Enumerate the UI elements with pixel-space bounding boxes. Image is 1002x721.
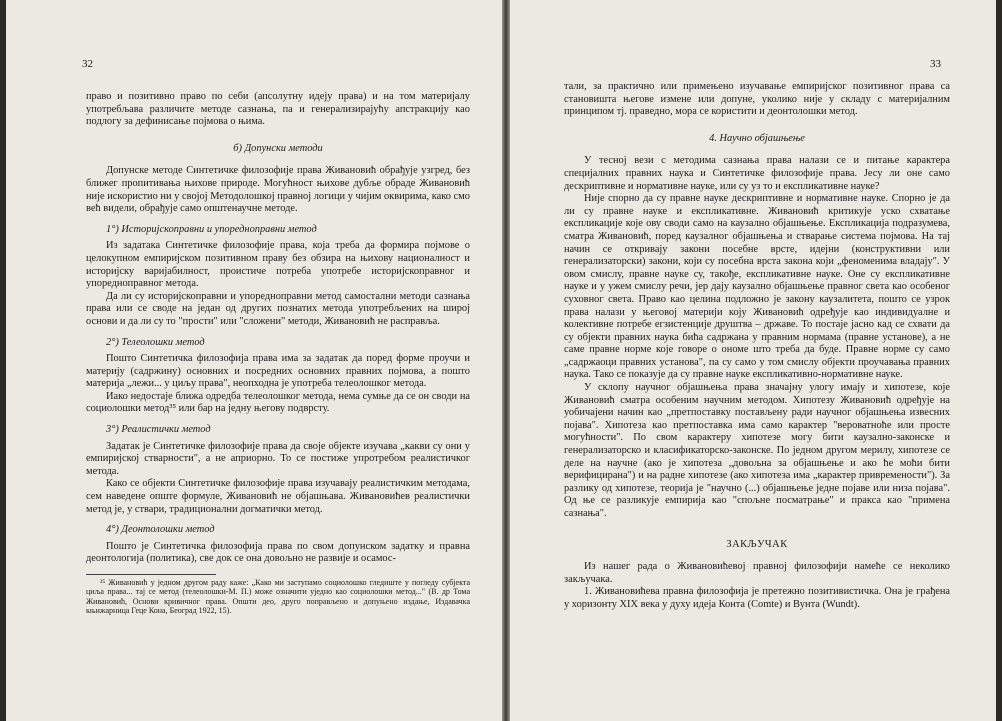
paragraph: право и позитивно право по себи (апсолутну идеју права) и на том материјалу употребљава различите методе сазнања, па и генерализирајућу апстракцију као подлогу за дефинисање појмова о њима. <box>86 91 470 128</box>
book-gutter <box>502 0 510 721</box>
footnote-rule <box>86 574 216 575</box>
subsection-heading: 3°) Реалистички метод <box>106 424 211 436</box>
book-edge-right <box>996 0 1002 721</box>
paragraph: Допунске методе Синтетичке филозофије права Живановић обрађује узгред, без ближег пропитивања њихове природе. Могућност њихове дубље обраде Живановић није искористио ни у својој Методолошкој правној логици у чијим оквирима, како смо већ видели, обрађује само општенаучне методе. <box>86 165 470 215</box>
paragraph: У склопу научног објашњења права значајну улогу имају и хипотезе, које Живановић сматра особеним научним методом. Хипотезу Живановић одређује на уобичајени начин као „претпоставку постављену ради научног објашњења извесних појава". Хипотеза као претпоставка има само карактер "вероватноће или просте могућности". По свом карактеру хипотезе могу бити каузално-законске и генерализаторско и класификаторско-законске. По једном другом мерилу, хипотезе се деле на научне (ако је хипотеза „довољна за објашњење и ако ће моћи бити верифицирана") и на радне хипотезе (ако хипотеза има „карактер привремености"). За разлику од хипотезе, теорија је "научно (...) објашњење једне појаве или низа појава". Од ње се разликује емпирија као "спољне посматрање" и пракса као "примена сазнања". <box>564 382 950 519</box>
section-heading: б) Допунски методи <box>233 142 323 154</box>
paragraph: Да ли су историјскоправни и упоредноправни метод самостални методи сазнања права или се своде на један од других познатих метода употребљених на широј основи и да ли су то "прости" или "сложени" методи, Живановић не расправља. <box>86 290 470 327</box>
subsection-heading: 2°) Телеолошки метод <box>106 336 205 348</box>
paragraph: У тесној вези с методима сазнања права налази се и питање карактера специјалних правних наука и Синтетичке филозофије права. Јесу ли оне само дескриптивне и нормативне науке, или су уз то и експликативне науке? <box>564 155 950 192</box>
subsection-heading: 1°) Историјскоправни и упоредноправни метод <box>106 223 317 235</box>
paragraph: Из нашег рада о Живановићевој правној филозофији намеће се неколико закључака. <box>564 561 950 585</box>
left-page <box>6 0 502 721</box>
subsection-heading: 4°) Деонтолошки метод <box>106 524 215 536</box>
paragraph: Пошто Синтетичка филозофија права има за задатак да поред форме проучи и материју (садржину) основних и посредних основних правних појмова, а пошто материја „лежи... у циљу права", неопходна је употреба телеолошког метода. <box>86 353 470 390</box>
paragraph: 1. Живановићева правна филозофија је претежно позитивистичка. Она је грађена у хоризонту XIX века у духу идеја Конта (Comte) и Вунта (Wundt). <box>564 586 950 610</box>
right-page <box>510 0 996 721</box>
right-text-column <box>564 81 950 612</box>
conclusion-heading: ЗАКЉУЧАК <box>726 538 788 550</box>
paragraph: Како се објекти Синтетичке филозофије права изучавају реалистичким методама, сем наведене опште формуле, Живановић не објашњава. Живановићев реалистички метод је, у ствари, традиционални догматички метод. <box>86 478 470 515</box>
paragraph: Иако недостаје ближа одредба телеолошког метода, нема сумње да се он своди на социолошки метод³⁵ или бар на једну његову подврсту. <box>86 390 470 415</box>
page-number-left: 32 <box>82 58 93 70</box>
section-heading: 4. Научно објашњење <box>709 132 805 144</box>
footnote: ³⁵ Живановић у једном другом раду каже: „Како ми заступамо социолошко гледиште у погледу субјекта циља права... тај се метод (телеолошки-М. П.) може означити уједно као социолошки метод..." (В. др Тома Живановић, Основи кривичног права. Општи део, друго поправљено и допуњено издање, Издавачка књижарница Геце Кона, Београд 1922, 15). <box>86 578 470 616</box>
paragraph: Задатак је Синтетичке филозофије права да своје објекте изучава „какви су они у емпиријској стварности", а не априорно. То се постиже упротребом реалистичког метода. <box>86 440 470 477</box>
left-text-column <box>86 91 470 616</box>
paragraph: Није спорно да су правне науке дескриптивне и нормативне науке. Спорно је да ли су правне науке и експликативне. Живановић критикује уско схватање експликације које ову своди само на каузално објашњење. Експликација подразумева, сматра Живановић, поред каузалног објашњења и стварање система појмова. На тај начин се откривају закони посебне врсте, идејни (конструктивни или генерализаторски) закони, који су посебна врста закона који „феноменима владају". У овом смислу, правне науке су, такође, експликативне науке. Оне су експликативне науке и у ужем смислу речи, јер дају каузално објашњење правног света као особеног суховног света. Право као целина подложно је закону каузалитета, пошто се узрок права налази у његовој материји коју Живановић одређује као индивидуалне и колективне потребе егзистенције друштва – државе. То постаје јасно кад се схвати да су објекти правних наука бића садржана у правним нормама (правне установе), а не саме правне норме које говоре о ономе што треба да буде. Правне норме су само „садржаоци правних установа", па су само у том смислу објекти проучавања правних наука. Тако се показује да су правне науке експликативно-нормативне науке. <box>564 193 950 381</box>
paragraph: тали, за практично или примењено изучавање емпиријског позитивног права са становишта његове измене или допуне, уколико није у складу с материјалним принципом тј. праведно, мора се користити и деонтолошки метод. <box>564 81 950 118</box>
paragraph: Пошто је Синтетичка филозофија права по свом допунском задатку и правна деонтологија (политика), све док се она довољно не развије и осамос- <box>86 540 470 565</box>
page-number-right: 33 <box>930 58 941 70</box>
paragraph: Из задатака Синтетичке филозофије права, која треба да формира појмове о целокупном емпиријском позитивном праву без обзира на њихову националност и историјску варијабилност, проистиче потреба употребе историјскоправног и упоредноправног метода. <box>86 240 470 290</box>
